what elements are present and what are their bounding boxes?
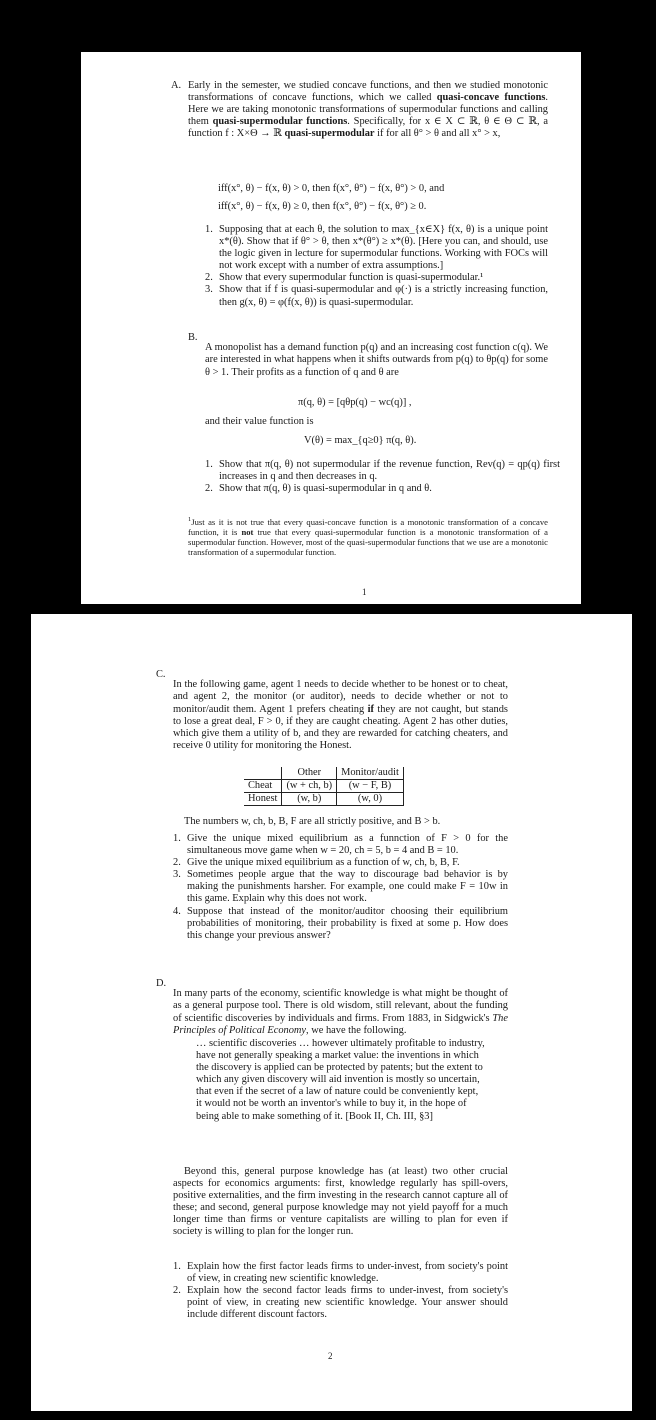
item-number: 4. <box>173 905 181 917</box>
section-a-bold-2: quasi-supermodular functions <box>212 116 348 128</box>
section-a <box>171 80 549 140</box>
section-b-list <box>205 459 560 495</box>
item-number: 3. <box>173 869 181 881</box>
table-row <box>244 780 403 793</box>
page-number: 2 <box>328 1351 333 1361</box>
table-header-row <box>244 767 403 780</box>
section-a-bold-3: quasi-supermodular <box>284 128 375 140</box>
condition-2: iff(x°, θ) − f(x, θ) ≥ 0, then f(x°, θ°) − f(x, θ°) ≥ 0. <box>218 201 427 212</box>
section-b <box>188 332 548 389</box>
book-title: The Principles of Political Economy <box>173 1012 508 1036</box>
section-d-paragraph: Beyond this, general purpose knowledge has (at least) two other crucial aspects for economics arguments: first, knowledge regularly has spill-overs, positive externalities, and the firm investing in the research cannot capture all of these; and second, general purpose knowledge may not yield payoff for a much longer time than firms or venture capitalists are willing to plan for even if society is willing to plan for the longer run. <box>173 1166 508 1238</box>
section-c-bold: if <box>367 703 374 715</box>
profit-equation: π(q, θ) = [qθp(q) − wc(q)] , <box>298 397 412 408</box>
list-item <box>173 857 508 869</box>
section-a-label: A. <box>171 80 182 91</box>
table-cell: (w + ch, b) <box>282 780 337 793</box>
document-page-2 <box>31 614 632 1411</box>
item-text: Give the unique mixed equilibrium as a function of w, ch, b, B, F. <box>187 857 460 869</box>
list-item <box>205 284 548 308</box>
section-d-intro-text-1: In many parts of the economy, scientific knowledge is what might be thought of as a general purpose tool. There is old wisdom, still relevant, about the funding of scientific discoveries by individuals and firms. From 1883, in Sidgwick's <box>173 988 508 1024</box>
item-number: 2. <box>173 857 181 869</box>
item-number: 2. <box>205 272 213 284</box>
table-note: The numbers w, ch, b, B, F are all strictly positive, and B > b. <box>184 816 441 827</box>
document-page-1 <box>81 52 581 604</box>
item-number: 1. <box>173 1261 181 1272</box>
section-c <box>156 669 508 762</box>
footnote-text-2: true that every quasi-supermodular function is a monotonic transformation of a supermodular function. However, most of the quasi-supermodular functions that we use are a monotonic transformation of a supermodular function. <box>188 527 548 558</box>
item-text: Sometimes people argue that the way to discourage bad behavior is by making the punishments harsher. For example, one could make F = 10w in this game. Explain why this does not work. <box>187 869 508 905</box>
section-b-intro: A monopolist has a demand function p(q) and an increasing cost function c(q). We are interested in what happens when it shifts outwards from p(q) to θp(q) for some θ > 1. Their profits as a function of q and θ are <box>205 342 548 378</box>
item-text: Show that every supermodular function is quasi-supermodular.¹ <box>219 272 484 284</box>
list-item <box>205 459 560 483</box>
column-header: Other <box>282 767 337 780</box>
item-text: Show that if f is quasi-supermodular and φ(·) is a strictly increasing function, then g(x, θ) = φ(f(x, θ)) is quasi-supermodular. <box>219 284 548 308</box>
table-cell: (w − F, B) <box>337 780 404 793</box>
row-header: Cheat <box>244 780 282 793</box>
section-a-list <box>205 224 548 309</box>
payoff-table <box>244 767 404 806</box>
section-c-label: C. <box>156 669 166 680</box>
value-function-intro: and their value function is <box>205 416 314 427</box>
section-d-list <box>173 1261 508 1321</box>
section-d-intro-text-2: , we have the following. <box>306 1024 407 1036</box>
section-d <box>156 978 508 1047</box>
table-cell: (w, b) <box>282 793 337 806</box>
footnote-text-1: Just as it is not true that every quasi-concave function is a monotonic transformation of a concave function, it is <box>188 516 548 538</box>
row-header: Honest <box>244 793 282 806</box>
item-text: Show that π(q, θ) not supermodular if the revenue function, Rev(q) = qp(q) first increases in q and then decreases in q. <box>219 459 560 483</box>
list-item <box>173 1261 508 1285</box>
footnote-mark: 1 <box>188 516 192 523</box>
item-number: 1. <box>173 833 181 844</box>
section-c-intro-text-1: In the following game, agent 1 needs to decide whether to be honest or to cheat, and agent 2, the monitor (or auditor), needs to decide whether or not to monitor/audit them. Agent 1 prefers cheating <box>173 679 508 715</box>
item-text: Show that π(q, θ) is quasi-supermodular in q and θ. <box>219 483 432 495</box>
section-a-intro-text-2: . Here we are taking monotonic transformations of supermodular functions and calling them <box>188 92 549 128</box>
list-item <box>173 833 508 857</box>
section-a-intro-text-1: Early in the semester, we studied concave functions, and then we studied monotonic transformations of concave functions, which we called <box>188 80 548 104</box>
condition-1: iff(x°, θ) − f(x, θ) > 0, then f(x°, θ°) − f(x, θ°) > 0, and <box>218 183 445 194</box>
sidgwick-quote: … scientific discoveries … however ultimately profitable to industry, have not generally speaking a market value: the inventions in which the discovery is applied can be protected by patents; but the extent to which any given discovery will aid invention is mostly so uncertain, that even if the secret of a law of nature could be conveniently kept, it would not be worth an inventor's while to buy it, in the hope of being able to make something of it. [Book II, Ch. III, §3] <box>196 1038 485 1122</box>
column-header: Monitor/audit <box>337 767 404 780</box>
value-equation: V(θ) = max_{q≥0} π(q, θ). <box>304 435 417 446</box>
item-number: 1. <box>205 459 213 470</box>
item-text: Suppose that instead of the monitor/auditor choosing their equilibrium probabilities of monitoring, their probability is fixed at some p. How does this change your previous answer? <box>187 905 508 941</box>
section-a-bold-1: quasi-concave functions <box>436 92 546 104</box>
section-c-list <box>173 833 508 942</box>
item-number: 2. <box>205 483 213 495</box>
table-cell: (w, 0) <box>337 793 404 806</box>
item-number: 3. <box>205 284 213 296</box>
section-d-label: D. <box>156 978 167 989</box>
section-a-intro-text-4: if for all θ° > θ and all x° > x, <box>377 128 501 140</box>
section-c-intro <box>173 679 508 752</box>
item-text: Explain how the second factor leads firms to under-invest, from society's point of view, in creating new scientific knowledge. Your answer should include different discount factors. <box>187 1285 508 1321</box>
table-row <box>244 793 403 806</box>
list-item <box>173 906 508 942</box>
section-a-intro <box>188 80 548 140</box>
page-number: 1 <box>362 587 367 597</box>
footnote-bold: not <box>241 527 254 538</box>
footnote <box>188 515 548 558</box>
item-text: Give the unique mixed equilibrium as a funnction of F > 0 for the simultaneous move game when w = 20, ch = 5, b = 4 and B = 10. <box>187 833 508 857</box>
list-item <box>173 869 508 905</box>
list-item <box>173 1285 508 1321</box>
section-a-intro-text-3: . Specifically, for x ∈ X ⊂ ℝ, θ ∈ Θ ⊂ ℝ, a function f : X×Θ → ℝ <box>188 116 548 140</box>
item-text: Explain how the first factor leads firms to under-invest, from society's point of view, in creating new scientific knowledge. <box>187 1261 508 1285</box>
list-item <box>205 272 548 284</box>
table-corner <box>244 767 282 780</box>
section-d-intro <box>173 988 508 1036</box>
section-b-label: B. <box>188 332 198 343</box>
list-item <box>205 483 560 495</box>
item-number: 2. <box>173 1285 181 1297</box>
item-number: 1. <box>205 224 213 235</box>
section-c-intro-text-2: they are not caught, but stands to lose a great deal, F > 0, if they are caught cheating. Agent 2 has other duties, which give them a utility of b, and they are rewarded for catching cheaters, and receive 0 utility for monitoring the Honest. <box>173 703 508 751</box>
item-text: Supposing that at each θ, the solution to max_{x∈X} f(x, θ) is a unique point x*(θ). Show that if θ° > θ, then x*(θ°) ≥ x*(θ). [Here you can, and should, use the logic given in lecture for supermodular functions. Working with FOCs will not work except with a number of extra assumptions.] <box>219 224 548 272</box>
list-item <box>205 224 548 272</box>
